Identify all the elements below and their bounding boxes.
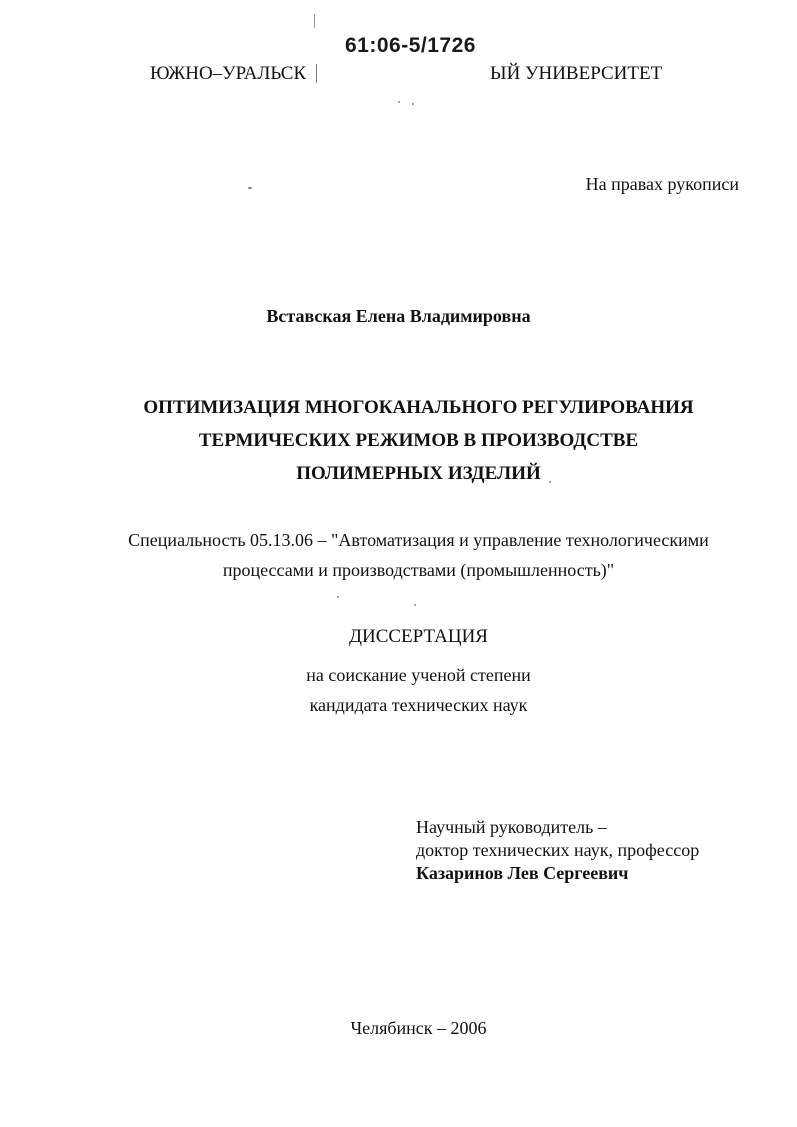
specialty-line: процессами и производствами (промышленность)" bbox=[222, 560, 615, 580]
degree-line: кандидата технических наук bbox=[309, 695, 528, 715]
scan-speck bbox=[248, 187, 252, 189]
document-type: ДИССЕРТАЦИЯ bbox=[349, 626, 488, 647]
title-line: ПОЛИМЕРНЫХ ИЗДЕЛИЙ bbox=[296, 463, 541, 484]
university-name-left: ЮЖНО–УРАЛЬСК bbox=[150, 63, 307, 84]
scan-speck bbox=[414, 604, 416, 606]
city-year: Челябинск – 2006 bbox=[350, 1018, 487, 1038]
scan-speck bbox=[412, 103, 414, 105]
manuscript-rights-notice: На правах рукописи bbox=[585, 174, 739, 194]
specialty bbox=[0, 525, 797, 585]
specialty-line: Специальность 05.13.06 – "Автоматизация и управление технологическими bbox=[128, 530, 709, 550]
author-name: Вставская Елена Владимировна bbox=[266, 306, 531, 326]
supervisor-role: Научный руководитель – bbox=[416, 817, 607, 837]
dissertation-title bbox=[0, 391, 797, 490]
degree-line: на соискание ученой степени bbox=[306, 665, 531, 685]
scan-speck bbox=[337, 596, 339, 598]
title-line: ОПТИМИЗАЦИЯ МНОГОКАНАЛЬНОГО РЕГУЛИРОВАНИЯ bbox=[143, 397, 694, 418]
supervisor-block bbox=[416, 816, 699, 885]
scan-artifact bbox=[314, 14, 315, 28]
archive-stamp: 61:06-5/1726 bbox=[345, 34, 476, 57]
degree-sought bbox=[0, 660, 797, 720]
title-line: ТЕРМИЧЕСКИХ РЕЖИМОВ В ПРОИЗВОДСТВЕ bbox=[198, 430, 639, 451]
university-name-right: ЫЙ УНИВЕРСИТЕТ bbox=[490, 63, 663, 84]
supervisor-title: доктор технических наук, профессор bbox=[416, 840, 700, 860]
scan-speck bbox=[398, 101, 400, 103]
supervisor-name: Казаринов Лев Сергеевич bbox=[416, 863, 629, 883]
university-name-gap bbox=[316, 64, 317, 83]
